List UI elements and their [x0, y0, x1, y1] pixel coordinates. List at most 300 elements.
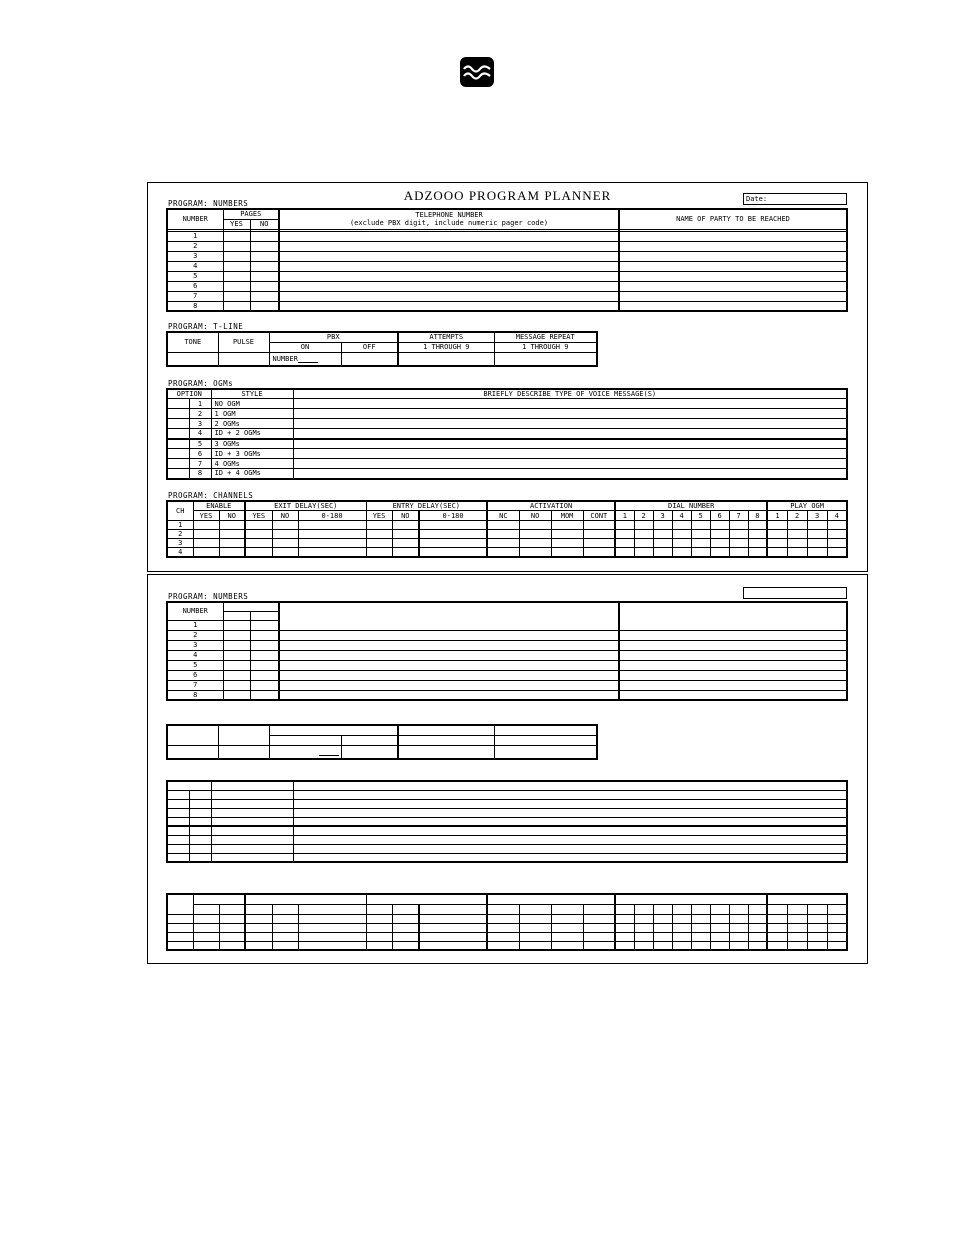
cell[interactable]: [487, 923, 519, 932]
cell[interactable]: [298, 914, 366, 923]
describe-cell[interactable]: [293, 826, 847, 835]
cell[interactable]: [767, 539, 787, 548]
cell[interactable]: [729, 932, 748, 941]
cell[interactable]: [487, 932, 519, 941]
describe-cell[interactable]: [293, 439, 847, 449]
cell[interactable]: [748, 548, 767, 558]
cell[interactable]: [653, 539, 672, 548]
party-cell[interactable]: [619, 231, 847, 241]
cell[interactable]: [245, 932, 272, 941]
cell[interactable]: [551, 923, 583, 932]
cell[interactable]: [245, 530, 272, 539]
cell[interactable]: [807, 548, 827, 558]
cell[interactable]: [392, 923, 419, 932]
cell[interactable]: [298, 521, 366, 530]
describe-cell[interactable]: [293, 844, 847, 853]
pbx-off-cell[interactable]: [341, 352, 398, 366]
cell[interactable]: [827, 914, 847, 923]
pbx-number-cell[interactable]: [269, 352, 341, 366]
cell[interactable]: [298, 548, 366, 558]
cell[interactable]: [298, 932, 366, 941]
cell[interactable]: [551, 521, 583, 530]
cell[interactable]: [272, 941, 298, 950]
cell[interactable]: [298, 530, 366, 539]
option-select-cell[interactable]: [167, 449, 189, 459]
cell[interactable]: [827, 932, 847, 941]
phone-cell[interactable]: [279, 670, 619, 680]
cell[interactable]: [366, 932, 392, 941]
party-cell[interactable]: [619, 301, 847, 311]
cell[interactable]: [767, 914, 787, 923]
cell[interactable]: [787, 530, 807, 539]
cell[interactable]: [615, 914, 634, 923]
cell[interactable]: [366, 914, 392, 923]
no-cell[interactable]: [250, 630, 279, 640]
tone-cell[interactable]: [167, 352, 218, 366]
cell[interactable]: [691, 914, 710, 923]
option-select-cell[interactable]: [167, 808, 189, 817]
option-select-cell[interactable]: [167, 790, 189, 799]
cell[interactable]: [392, 539, 419, 548]
cell[interactable]: [615, 923, 634, 932]
cell[interactable]: [193, 932, 219, 941]
message-repeat-cell[interactable]: [494, 745, 597, 759]
cell[interactable]: [193, 521, 219, 530]
cell[interactable]: [767, 521, 787, 530]
cell[interactable]: [583, 521, 615, 530]
party-cell[interactable]: [619, 271, 847, 281]
cell[interactable]: [729, 539, 748, 548]
option-select-cell[interactable]: [167, 419, 189, 429]
cell[interactable]: [245, 539, 272, 548]
cell[interactable]: [615, 941, 634, 950]
phone-cell[interactable]: [279, 261, 619, 271]
cell[interactable]: [767, 932, 787, 941]
party-cell[interactable]: [619, 670, 847, 680]
describe-cell[interactable]: [293, 459, 847, 469]
no-cell[interactable]: [250, 251, 279, 261]
cell[interactable]: [487, 539, 519, 548]
cell[interactable]: [519, 932, 551, 941]
cell[interactable]: [672, 521, 691, 530]
cell[interactable]: [729, 521, 748, 530]
yes-cell[interactable]: [223, 680, 250, 690]
cell[interactable]: [653, 914, 672, 923]
cell[interactable]: [827, 548, 847, 558]
party-cell[interactable]: [619, 650, 847, 660]
cell[interactable]: [827, 923, 847, 932]
phone-cell[interactable]: [279, 301, 619, 311]
cell[interactable]: [487, 521, 519, 530]
option-select-cell[interactable]: [167, 469, 189, 479]
cell[interactable]: [551, 914, 583, 923]
cell[interactable]: [419, 530, 487, 539]
yes-cell[interactable]: [223, 650, 250, 660]
cell[interactable]: [748, 521, 767, 530]
cell[interactable]: [672, 548, 691, 558]
option-select-cell[interactable]: [167, 835, 189, 844]
party-cell[interactable]: [619, 660, 847, 670]
cell[interactable]: [827, 539, 847, 548]
cell[interactable]: [583, 530, 615, 539]
no-cell[interactable]: [250, 640, 279, 650]
no-cell[interactable]: [250, 650, 279, 660]
yes-cell[interactable]: [223, 660, 250, 670]
cell[interactable]: [519, 923, 551, 932]
party-cell[interactable]: [619, 690, 847, 700]
cell[interactable]: [551, 539, 583, 548]
party-cell[interactable]: [619, 640, 847, 650]
cell[interactable]: [710, 932, 729, 941]
cell[interactable]: [583, 941, 615, 950]
cell[interactable]: [787, 914, 807, 923]
cell[interactable]: [366, 548, 392, 558]
cell[interactable]: [419, 932, 487, 941]
cell[interactable]: [245, 941, 272, 950]
no-cell[interactable]: [250, 660, 279, 670]
cell[interactable]: [729, 530, 748, 539]
cell[interactable]: [193, 914, 219, 923]
pulse-cell[interactable]: [218, 352, 269, 366]
cell[interactable]: [366, 521, 392, 530]
phone-cell[interactable]: [279, 241, 619, 251]
cell[interactable]: [748, 941, 767, 950]
cell[interactable]: [298, 923, 366, 932]
yes-cell[interactable]: [223, 281, 250, 291]
cell[interactable]: [519, 521, 551, 530]
cell[interactable]: [672, 530, 691, 539]
describe-cell[interactable]: [293, 799, 847, 808]
cell[interactable]: [634, 548, 653, 558]
cell[interactable]: [827, 941, 847, 950]
cell[interactable]: [551, 530, 583, 539]
cell[interactable]: [767, 548, 787, 558]
message-repeat-cell[interactable]: [494, 352, 597, 366]
party-cell[interactable]: [619, 680, 847, 690]
cell[interactable]: [787, 548, 807, 558]
yes-cell[interactable]: [223, 301, 250, 311]
phone-cell[interactable]: [279, 271, 619, 281]
yes-cell[interactable]: [223, 690, 250, 700]
cell[interactable]: [653, 941, 672, 950]
cell[interactable]: [272, 914, 298, 923]
date-field[interactable]: [743, 587, 847, 599]
cell[interactable]: [245, 548, 272, 558]
yes-cell[interactable]: [223, 291, 250, 301]
cell[interactable]: [366, 539, 392, 548]
cell[interactable]: [272, 521, 298, 530]
cell[interactable]: [748, 932, 767, 941]
cell[interactable]: [219, 941, 245, 950]
cell[interactable]: [710, 530, 729, 539]
option-select-cell[interactable]: [167, 799, 189, 808]
cell[interactable]: [729, 923, 748, 932]
describe-cell[interactable]: [293, 469, 847, 479]
cell[interactable]: [583, 539, 615, 548]
cell[interactable]: [767, 923, 787, 932]
cell[interactable]: [787, 941, 807, 950]
cell[interactable]: [634, 932, 653, 941]
pulse-cell[interactable]: [218, 745, 269, 759]
cell[interactable]: [672, 539, 691, 548]
cell[interactable]: [615, 548, 634, 558]
cell[interactable]: [691, 530, 710, 539]
cell[interactable]: [710, 539, 729, 548]
cell[interactable]: [691, 923, 710, 932]
option-select-cell[interactable]: [167, 826, 189, 835]
cell[interactable]: [219, 932, 245, 941]
yes-cell[interactable]: [223, 670, 250, 680]
phone-cell[interactable]: [279, 650, 619, 660]
cell[interactable]: [193, 548, 219, 558]
describe-cell[interactable]: [293, 835, 847, 844]
cell[interactable]: [653, 530, 672, 539]
cell[interactable]: [519, 530, 551, 539]
describe-cell[interactable]: [293, 409, 847, 419]
cell[interactable]: [691, 548, 710, 558]
describe-cell[interactable]: [293, 399, 847, 409]
cell[interactable]: [272, 548, 298, 558]
yes-cell[interactable]: [223, 271, 250, 281]
cell[interactable]: [807, 932, 827, 941]
no-cell[interactable]: [250, 620, 279, 630]
cell[interactable]: [219, 548, 245, 558]
cell[interactable]: [419, 923, 487, 932]
cell[interactable]: [807, 539, 827, 548]
cell[interactable]: [615, 539, 634, 548]
phone-cell[interactable]: [279, 680, 619, 690]
cell[interactable]: [634, 521, 653, 530]
cell[interactable]: [729, 914, 748, 923]
cell[interactable]: [787, 923, 807, 932]
describe-cell[interactable]: [293, 790, 847, 799]
cell[interactable]: [519, 941, 551, 950]
phone-cell[interactable]: [279, 630, 619, 640]
no-cell[interactable]: [250, 690, 279, 700]
cell[interactable]: [807, 941, 827, 950]
cell[interactable]: [487, 941, 519, 950]
cell[interactable]: [615, 932, 634, 941]
cell[interactable]: [487, 548, 519, 558]
cell[interactable]: [827, 530, 847, 539]
cell[interactable]: [551, 932, 583, 941]
option-select-cell[interactable]: [167, 459, 189, 469]
cell[interactable]: [392, 941, 419, 950]
cell[interactable]: [691, 941, 710, 950]
phone-cell[interactable]: [279, 281, 619, 291]
option-select-cell[interactable]: [167, 429, 189, 439]
no-cell[interactable]: [250, 241, 279, 251]
option-select-cell[interactable]: [167, 399, 189, 409]
yes-cell[interactable]: [223, 231, 250, 241]
cell[interactable]: [392, 521, 419, 530]
phone-cell[interactable]: [279, 690, 619, 700]
date-field[interactable]: Date:: [743, 193, 847, 205]
cell[interactable]: [729, 548, 748, 558]
cell[interactable]: [748, 923, 767, 932]
cell[interactable]: [710, 521, 729, 530]
cell[interactable]: [392, 932, 419, 941]
cell[interactable]: [827, 521, 847, 530]
cell[interactable]: [748, 914, 767, 923]
yes-cell[interactable]: [223, 261, 250, 271]
cell[interactable]: [767, 941, 787, 950]
party-cell[interactable]: [619, 241, 847, 251]
cell[interactable]: [710, 923, 729, 932]
cell[interactable]: [298, 539, 366, 548]
cell[interactable]: [583, 548, 615, 558]
no-cell[interactable]: [250, 291, 279, 301]
cell[interactable]: [519, 539, 551, 548]
cell[interactable]: [634, 530, 653, 539]
cell[interactable]: [807, 530, 827, 539]
cell[interactable]: [272, 932, 298, 941]
cell[interactable]: [245, 923, 272, 932]
cell[interactable]: [787, 932, 807, 941]
describe-cell[interactable]: [293, 808, 847, 817]
cell[interactable]: [767, 530, 787, 539]
cell[interactable]: [219, 923, 245, 932]
cell[interactable]: [748, 539, 767, 548]
cell[interactable]: [710, 548, 729, 558]
party-cell[interactable]: [619, 630, 847, 640]
yes-cell[interactable]: [223, 630, 250, 640]
cell[interactable]: [219, 914, 245, 923]
party-cell[interactable]: [619, 281, 847, 291]
cell[interactable]: [691, 521, 710, 530]
cell[interactable]: [615, 521, 634, 530]
cell[interactable]: [691, 932, 710, 941]
cell[interactable]: [272, 923, 298, 932]
cell[interactable]: [298, 941, 366, 950]
no-cell[interactable]: [250, 670, 279, 680]
yes-cell[interactable]: [223, 241, 250, 251]
describe-cell[interactable]: [293, 449, 847, 459]
yes-cell[interactable]: [223, 620, 250, 630]
phone-cell[interactable]: [279, 291, 619, 301]
cell[interactable]: [419, 941, 487, 950]
pbx-off-cell[interactable]: [341, 745, 398, 759]
cell[interactable]: [807, 521, 827, 530]
yes-cell[interactable]: [223, 251, 250, 261]
option-select-cell[interactable]: [167, 844, 189, 853]
cell[interactable]: [807, 923, 827, 932]
cell[interactable]: [419, 914, 487, 923]
cell[interactable]: [672, 914, 691, 923]
cell[interactable]: [807, 914, 827, 923]
cell[interactable]: [419, 539, 487, 548]
describe-cell[interactable]: [293, 853, 847, 862]
phone-cell[interactable]: [279, 251, 619, 261]
no-cell[interactable]: [250, 231, 279, 241]
cell[interactable]: [583, 923, 615, 932]
cell[interactable]: [634, 539, 653, 548]
cell[interactable]: [748, 530, 767, 539]
cell[interactable]: [487, 914, 519, 923]
no-cell[interactable]: [250, 261, 279, 271]
option-select-cell[interactable]: [167, 439, 189, 449]
cell[interactable]: [653, 923, 672, 932]
cell[interactable]: [787, 539, 807, 548]
cell[interactable]: [653, 548, 672, 558]
cell[interactable]: [653, 521, 672, 530]
no-cell[interactable]: [250, 680, 279, 690]
cell[interactable]: [366, 923, 392, 932]
cell[interactable]: [366, 941, 392, 950]
cell[interactable]: [634, 923, 653, 932]
phone-cell[interactable]: [279, 660, 619, 670]
cell[interactable]: [551, 548, 583, 558]
no-cell[interactable]: [250, 281, 279, 291]
phone-cell[interactable]: [279, 640, 619, 650]
cell[interactable]: [419, 548, 487, 558]
cell[interactable]: [583, 914, 615, 923]
cell[interactable]: [219, 521, 245, 530]
cell[interactable]: [634, 941, 653, 950]
no-cell[interactable]: [250, 301, 279, 311]
phone-cell[interactable]: [279, 231, 619, 241]
cell[interactable]: [193, 941, 219, 950]
cell[interactable]: [272, 539, 298, 548]
cell[interactable]: [366, 530, 392, 539]
cell[interactable]: [392, 548, 419, 558]
option-select-cell[interactable]: [167, 409, 189, 419]
cell[interactable]: [787, 521, 807, 530]
option-select-cell[interactable]: [167, 817, 189, 826]
cell[interactable]: [193, 539, 219, 548]
yes-cell[interactable]: [223, 640, 250, 650]
describe-cell[interactable]: [293, 429, 847, 439]
party-cell[interactable]: [619, 261, 847, 271]
cell[interactable]: [729, 941, 748, 950]
cell[interactable]: [519, 914, 551, 923]
pbx-number-cell[interactable]: [269, 745, 341, 759]
cell[interactable]: [272, 530, 298, 539]
cell[interactable]: [653, 932, 672, 941]
cell[interactable]: [245, 521, 272, 530]
cell[interactable]: [634, 914, 653, 923]
cell[interactable]: [245, 914, 272, 923]
cell[interactable]: [551, 941, 583, 950]
cell[interactable]: [487, 530, 519, 539]
cell[interactable]: [710, 914, 729, 923]
party-cell[interactable]: [619, 251, 847, 261]
cell[interactable]: [583, 932, 615, 941]
cell[interactable]: [672, 923, 691, 932]
cell[interactable]: [710, 941, 729, 950]
describe-cell[interactable]: [293, 419, 847, 429]
cell[interactable]: [193, 923, 219, 932]
party-cell[interactable]: [619, 291, 847, 301]
attempts-cell[interactable]: [398, 352, 494, 366]
attempts-cell[interactable]: [398, 745, 494, 759]
cell[interactable]: [615, 530, 634, 539]
no-cell[interactable]: [250, 271, 279, 281]
cell[interactable]: [691, 539, 710, 548]
cell[interactable]: [519, 548, 551, 558]
tone-cell[interactable]: [167, 745, 218, 759]
cell[interactable]: [193, 530, 219, 539]
cell[interactable]: [219, 539, 245, 548]
cell[interactable]: [392, 530, 419, 539]
describe-cell[interactable]: [293, 817, 847, 826]
cell[interactable]: [419, 521, 487, 530]
cell[interactable]: [219, 530, 245, 539]
cell[interactable]: [392, 914, 419, 923]
cell[interactable]: [672, 932, 691, 941]
option-select-cell[interactable]: [167, 853, 189, 862]
cell[interactable]: [672, 941, 691, 950]
